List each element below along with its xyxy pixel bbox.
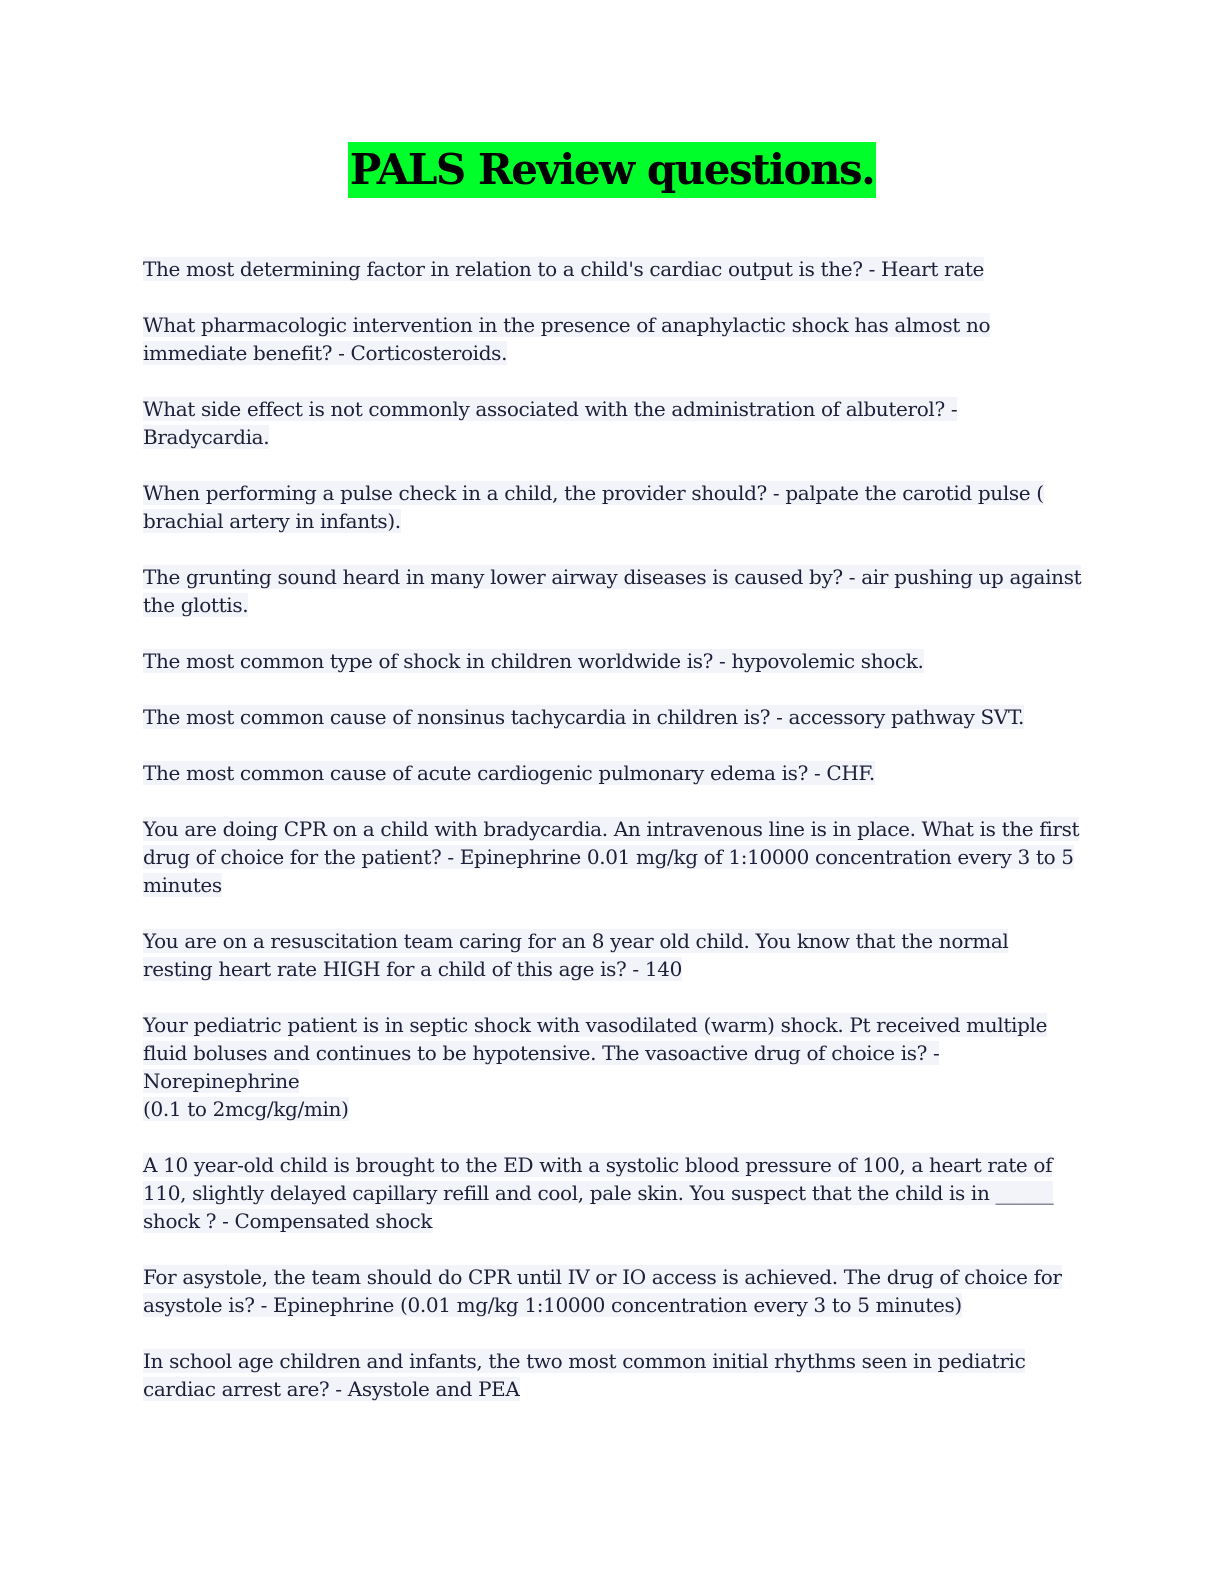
qa-item — [143, 927, 1083, 983]
qa-item — [143, 1263, 1083, 1319]
qa-text: You are doing CPR on a child with bradycardia. An intravenous line is in place. What is the first drug of choice for the patient? - Epinephrine 0.01 mg/kg of 1:10000 concentration every 3 to 5 minutes — [143, 817, 1080, 897]
qa-item — [143, 703, 1083, 731]
qa-item — [143, 311, 1083, 367]
qa-text: (0.1 to 2mcg/kg/min) — [143, 1097, 349, 1121]
qa-item — [143, 1347, 1083, 1403]
qa-text: A 10 year-old child is brought to the ED with a systolic blood pressure of 100, a heart rate of 110, slightly delayed capillary refill and cool, pale skin. You suspect that the child is in ______ shock ? - Compensated shock — [143, 1153, 1054, 1233]
qa-text: The most common cause of acute cardiogenic pulmonary edema is? - CHF. — [143, 761, 875, 785]
qa-text: When performing a pulse check in a child, the provider should? - palpate the carotid pulse ( brachial artery in infants). — [143, 481, 1044, 533]
qa-text: The most common type of shock in children worldwide is? - hypovolemic shock. — [143, 649, 924, 673]
qa-item — [143, 479, 1083, 535]
qa-item-continuation — [143, 1095, 1083, 1123]
qa-text: You are on a resuscitation team caring for an 8 year old child. You know that the normal resting heart rate HIGH for a child of this age is? - 140 — [143, 929, 1009, 981]
qa-item — [143, 563, 1083, 619]
document-title: PALS Review questions. — [348, 142, 877, 198]
qa-item — [143, 1011, 1083, 1095]
qa-text: For asystole, the team should do CPR until IV or IO access is achieved. The drug of choice for asystole is? - Epinephrine (0.01 mg/kg 1:10000 concentration every 3 to 5 minutes) — [143, 1265, 1062, 1317]
title-container — [0, 142, 1224, 198]
qa-item — [143, 1151, 1083, 1235]
qa-item — [143, 255, 1083, 283]
qa-text: Your pediatric patient is in septic shock with vasodilated (warm) shock. Pt received multiple fluid boluses and continues to be hypotensive. The vasoactive drug of choice is? - Norepinephrine — [143, 1013, 1048, 1093]
qa-text: What side effect is not commonly associated with the administration of albuterol? - Bradycardia. — [143, 397, 958, 449]
qa-text: In school age children and infants, the two most common initial rhythms seen in pediatric cardiac arrest are? - Asystole and PEA — [143, 1349, 1026, 1401]
qa-item — [143, 815, 1083, 899]
qa-text: The grunting sound heard in many lower airway diseases is caused by? - air pushing up against the glottis. — [143, 565, 1082, 617]
qa-item — [143, 647, 1083, 675]
qa-text: The most determining factor in relation to a child's cardiac output is the? - Heart rate — [143, 257, 985, 281]
qa-item — [143, 395, 1083, 451]
qa-item — [143, 759, 1083, 787]
qa-text: The most common cause of nonsinus tachycardia in children is? - accessory pathway SVT. — [143, 705, 1025, 729]
qa-text: What pharmacologic intervention in the presence of anaphylactic shock has almost no immediate benefit? - Corticosteroids. — [143, 313, 991, 365]
qa-list — [143, 255, 1083, 1431]
